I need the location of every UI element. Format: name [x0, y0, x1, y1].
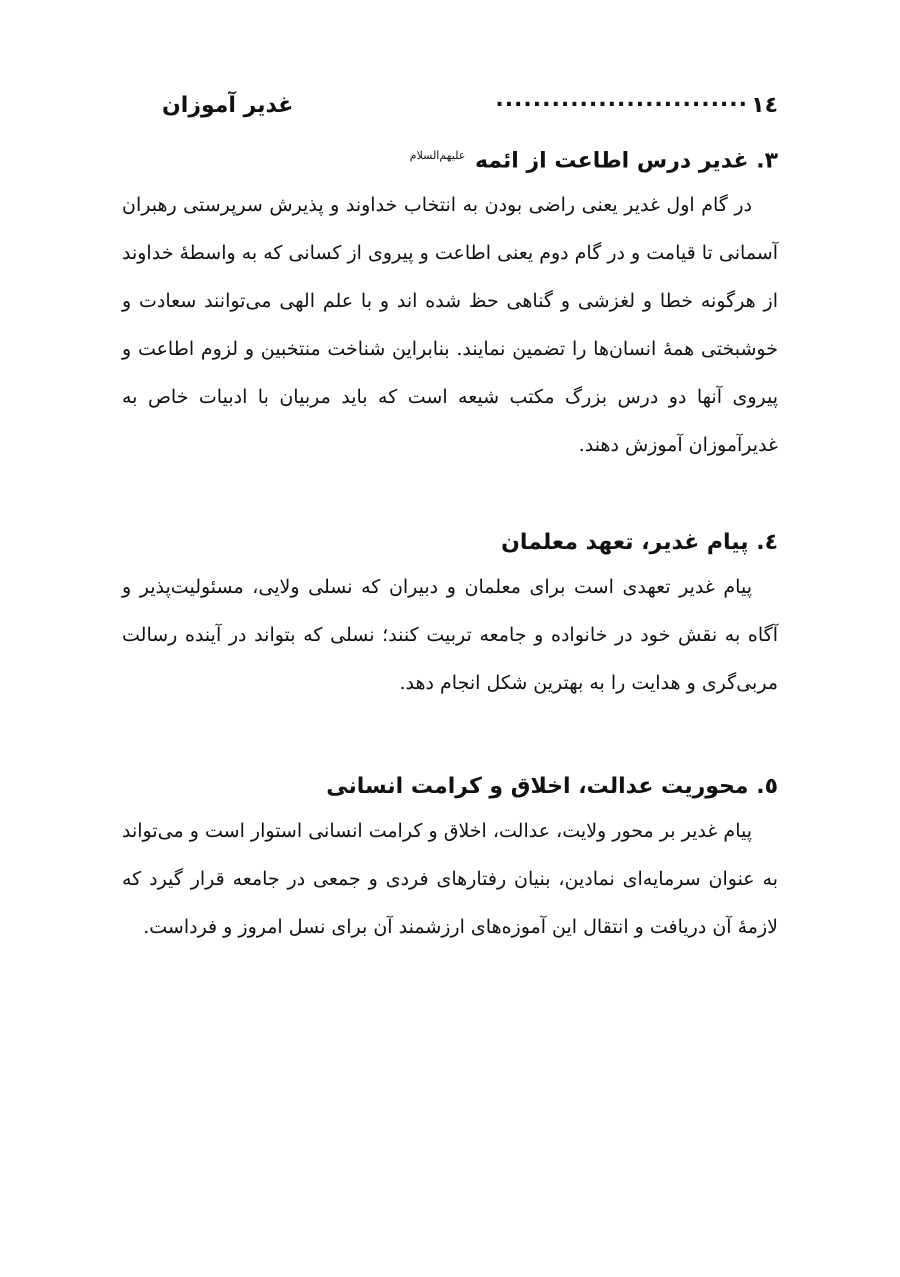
running-header	[122, 80, 778, 132]
section-number: ٤.	[756, 530, 778, 556]
page-number: ١٤	[751, 93, 778, 118]
section-heading	[122, 767, 778, 807]
section-title: محوریت عدالت، اخلاق و کرامت انسانی	[326, 774, 749, 800]
book-title: غدیر آموزان	[162, 93, 294, 118]
section-5	[122, 767, 778, 951]
section-paragraph: پیام غدیر بر محور ولایت، عدالت، اخلاق و کرامت انسانی استوار است و می‌تواند به عنوان سرمایه‌ای نمادین، بنیان رفتارهای فردی و جمعی در جامعه قرار گیرد که لازمهٔ آن دریافت و انتقال این آموزه‌های ارزشمند آن برای نسل امروز و فرداست.	[122, 820, 778, 939]
section-heading	[122, 523, 778, 563]
section-paragraph: در گام اول غدیر یعنی راضی بودن به انتخاب خداوند و پذیرش سرپرستی رهبران آسمانی تا قیامت و در گام دوم یعنی اطاعت و پیروی از کسانی که به واسطهٔ خداوند از هرگونه خطا و لغزشی و گناهی حظ شده اند و با علم الهی می‌توانند سعادت و خوشبختی همهٔ انسان‌ها را تضمین نمایند. بنابراین شناخت منتخبین و لزوم اطاعت و پیروی آنها دو درس بزرگ مکتب شیعه است که باید مربیان با ادبیات خاص به غدیرآموزان آموزش دهند.	[122, 194, 779, 457]
header-dot-leader: ...........................	[495, 87, 748, 112]
section-number: ٣.	[756, 148, 778, 174]
section-4	[122, 523, 778, 707]
section-paragraph: پیام غدیر تعهدی است برای معلمان و دبیران که نسلی ولایی، مسئولیت‌پذیر و آگاه به نقش خود در خانواده و جامعه تربیت کنند؛ نسلی که بتواند در آینده رسالت مربی‌گری و هدایت را به بهترین شکل انجام دهد.	[122, 576, 778, 695]
section-heading	[122, 136, 778, 181]
section-title: غدیر درس اطاعت از ائمه	[474, 148, 749, 174]
honorific-mark: علیهم‌السلام	[409, 149, 466, 162]
section-number: ٥.	[756, 774, 778, 800]
section-3	[122, 136, 778, 469]
section-title: پیام غدیر، تعهد معلمان	[501, 530, 749, 556]
book-page	[122, 80, 778, 951]
